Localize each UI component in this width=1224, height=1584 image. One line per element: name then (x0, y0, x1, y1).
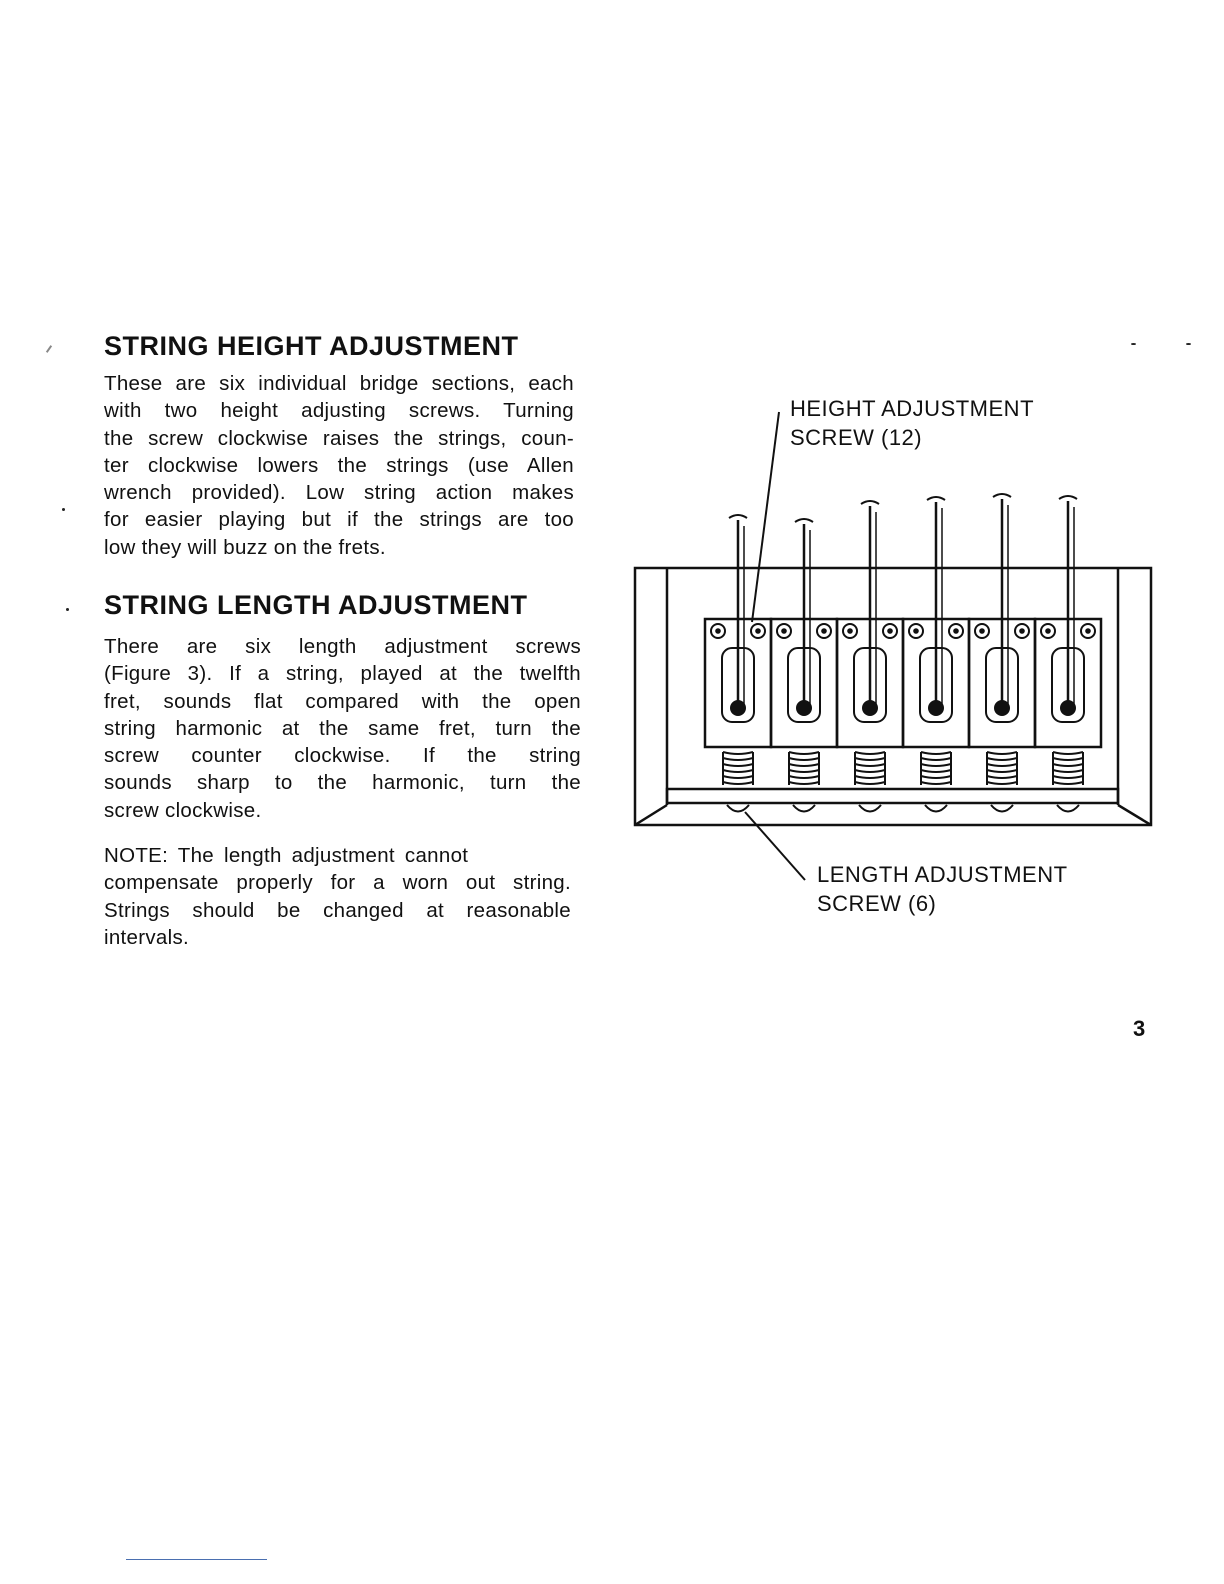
bridge-section (705, 515, 771, 812)
spring-coil (789, 758, 819, 760)
spring-coil (789, 782, 819, 784)
string-anchor-icon (796, 700, 812, 716)
scan-speck (46, 345, 52, 353)
spring-coil (723, 770, 753, 772)
string-ball-end-icon (927, 497, 945, 500)
height-screw-center (953, 628, 959, 634)
footnote-rule (126, 1559, 267, 1560)
spring-coil (855, 770, 885, 772)
bridge-section (771, 519, 837, 812)
spring-coil (1053, 782, 1083, 784)
paragraph-line: for easier playing but if the strings are too (104, 508, 574, 532)
label-line: SCREW (6) (817, 891, 937, 916)
note-line: compensate properly for a worn out string. (104, 871, 571, 895)
spring-coil (723, 776, 753, 778)
scan-speck (1186, 343, 1191, 345)
spring-coil (855, 752, 885, 754)
paragraph-line: screw clockwise. (104, 798, 262, 822)
paragraph-line: These are six individual bridge sections, each (104, 372, 574, 395)
spring-coil (789, 764, 819, 766)
spring-icon (1053, 752, 1083, 785)
string-ball-end-icon (861, 501, 879, 504)
length-adjustment-label (817, 860, 1068, 918)
paragraph-line: string harmonic at the same fret, turn the (104, 716, 581, 740)
length-screw-icon (859, 805, 881, 812)
height-screw-center (887, 628, 893, 634)
string-length-heading: STRING LENGTH ADJUSTMENT (104, 590, 528, 620)
paragraph-line: wrench provided). Low string action makes (104, 481, 574, 505)
paragraph-line: low they will buzz on the frets. (104, 535, 386, 559)
string-ball-end-icon (1059, 496, 1077, 499)
height-screw-center (1045, 628, 1051, 634)
height-screw-center (1019, 628, 1025, 634)
string-ball-end-icon (993, 494, 1011, 497)
spring-coil (855, 758, 885, 760)
spring-coil (921, 752, 951, 754)
spring-coil (987, 782, 1017, 784)
length-label-leader (745, 812, 805, 880)
spring-icon (789, 752, 819, 785)
height-screw-center (913, 628, 919, 634)
spring-coil (1053, 776, 1083, 778)
spring-coil (1053, 764, 1083, 766)
spring-coil (789, 776, 819, 778)
label-line: HEIGHT ADJUSTMENT (790, 396, 1035, 421)
paragraph-line: the screw clockwise raises the strings, coun- (104, 426, 574, 450)
bridge-section (969, 494, 1035, 812)
string-anchor-icon (1060, 700, 1076, 716)
string-ball-end-icon (795, 519, 813, 522)
scan-speck (1131, 343, 1136, 345)
scan-speck (66, 608, 69, 611)
string-length-paragraph (104, 633, 581, 824)
spring-coil (855, 782, 885, 784)
string-anchor-icon (862, 700, 878, 716)
label-line: LENGTH ADJUSTMENT (817, 862, 1068, 887)
height-screw-center (1085, 628, 1091, 634)
bridge-section (837, 501, 903, 812)
spring-coil (987, 752, 1017, 754)
note-line: NOTE: The length adjustment cannot (104, 844, 469, 867)
spring-coil (855, 764, 885, 766)
string-height-paragraph (104, 370, 574, 561)
spring-icon (723, 752, 753, 785)
note-line: intervals. (104, 925, 190, 949)
page-number: 3 (1133, 1016, 1146, 1041)
spring-coil (789, 770, 819, 772)
spring-icon (855, 752, 885, 785)
string-anchor-icon (994, 700, 1010, 716)
paragraph-line: sounds sharp to the harmonic, turn the (104, 771, 581, 795)
paragraph-line: There are six length adjustment screws (104, 635, 581, 658)
paragraph-line: with two height adjusting screws. Turning (104, 399, 574, 423)
housing-corner-left (635, 805, 667, 825)
height-screw-center (847, 628, 853, 634)
spring-coil (1053, 758, 1083, 760)
string-height-heading: STRING HEIGHT ADJUSTMENT (104, 331, 519, 361)
spring-coil (987, 758, 1017, 760)
spring-coil (723, 764, 753, 766)
spring-coil (987, 776, 1017, 778)
length-screw-icon (925, 805, 947, 812)
label-line: SCREW (12) (790, 425, 923, 450)
length-screw-rail (667, 789, 1118, 803)
bridge-diagram (620, 480, 1170, 840)
spring-coil (921, 782, 951, 784)
note-paragraph (104, 842, 571, 951)
length-screw-icon (1057, 805, 1079, 812)
spring-coil (855, 776, 885, 778)
height-label-leader (752, 412, 779, 622)
spring-coil (723, 758, 753, 760)
string-ball-end-icon (729, 515, 747, 518)
height-screw-center (821, 628, 827, 634)
spring-coil (921, 758, 951, 760)
bridge-section (903, 497, 969, 812)
spring-coil (1053, 770, 1083, 772)
housing-corner-right (1118, 805, 1151, 825)
height-screw-center (979, 628, 985, 634)
string-anchor-icon (928, 700, 944, 716)
spring-coil (987, 764, 1017, 766)
spring-coil (921, 776, 951, 778)
spring-coil (987, 770, 1017, 772)
length-screw-icon (727, 805, 749, 812)
height-adjustment-label (790, 394, 1034, 452)
bridge-section (1035, 496, 1101, 812)
note-line: Strings should be changed at reasonable (104, 898, 571, 922)
length-screw-icon (991, 805, 1013, 812)
paragraph-line: ter clockwise lowers the strings (use Allen (104, 453, 574, 477)
length-screw-icon (793, 805, 815, 812)
string-anchor-icon (730, 700, 746, 716)
spring-coil (921, 770, 951, 772)
spring-coil (789, 752, 819, 754)
height-screw-center (715, 628, 721, 634)
paragraph-line: screw counter clockwise. If the string (104, 744, 581, 768)
spring-coil (921, 764, 951, 766)
paragraph-line: fret, sounds flat compared with the open (104, 689, 581, 713)
height-screw-center (755, 628, 761, 634)
spring-coil (723, 752, 753, 754)
height-screw-center (781, 628, 787, 634)
spring-icon (987, 752, 1017, 785)
spring-icon (921, 752, 951, 785)
spring-coil (723, 782, 753, 784)
scan-speck (62, 508, 65, 511)
paragraph-line: (Figure 3). If a string, played at the twelfth (104, 662, 581, 686)
spring-coil (1053, 752, 1083, 754)
